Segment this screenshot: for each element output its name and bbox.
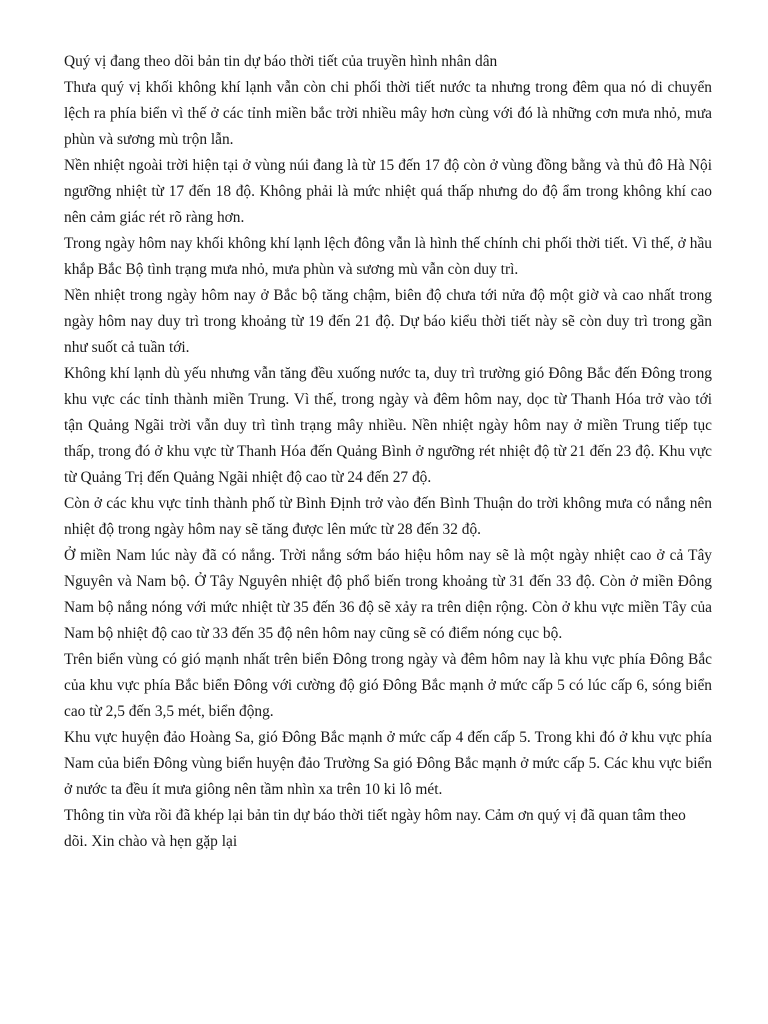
paragraph-islands: Khu vực huyện đảo Hoàng Sa, gió Đông Bắc mạnh ở mức cấp 4 đến cấp 5. Trong khi đó ở khu vực phía Nam của biển Đông vùng biển huyện đảo Trường Sa gió Đông Bắc mạnh ở mức cấp 5. Các khu vực biển ở nước ta đều ít mưa giông nên tầm nhìn xa trên 10 ki lô mét. [64, 729, 712, 798]
paragraph-central-region: Không khí lạnh dù yếu nhưng vẫn tăng đều xuống nước ta, duy trì trường gió Đông Bắc đến Đông trong khu vực các tỉnh thành miền Trung. Vì thế, trong ngày và đêm hôm nay, dọc từ Thanh Hóa trở vào tới tận Quảng Ngãi trời vẫn duy trì tình trạng mây nhiều. Nền nhiệt ngày hôm nay ở miền Trung tiếp tục thấp, trong đó ở khu vực từ Thanh Hóa đến Quảng Bình ở ngưỡng rét nhiệt độ từ 21 đến 23 độ. Khu vực từ Quảng Trị đến Quảng Ngãi nhiệt độ cao từ 24 đến 27 độ. [64, 365, 712, 486]
document-page [64, 49, 712, 855]
paragraph-sea-winds: Trên biển vùng có gió mạnh nhất trên biển Đông trong ngày và đêm hôm nay là khu vực phía Đông Bắc của khu vực phía Bắc biển Đông với cường độ gió Đông Bắc mạnh ở mức cấp 5 có lúc cấp 6, sóng biển cao từ 2,5 đến 3,5 mét, biển động. [64, 651, 712, 720]
paragraph-today-pattern: Trong ngày hôm nay khối không khí lạnh lệch đông vẫn là hình thế chính chi phối thời tiết. Vì thế, ở hầu khắp Bắc Bộ tình trạng mưa nhỏ, mưa phùn và sương mù vẫn còn duy trì. [64, 235, 712, 278]
paragraph-cold-air-overview: Thưa quý vị khối không khí lạnh vẫn còn chi phối thời tiết nước ta nhưng trong đêm qua nó di chuyển lệch ra phía biển vì thế ở các tỉnh miền bắc trời nhiều mây hơn cùng với đó là những cơn mưa nhỏ, mưa phùn và sương mù trộn lẫn. [64, 79, 712, 148]
paragraph-north-temperature: Nền nhiệt trong ngày hôm nay ở Bắc bộ tăng chậm, biên độ chưa tới nửa độ một giờ và cao nhất trong ngày hôm nay duy trì trong khoảng từ 19 đến 21 độ. Dự báo kiểu thời tiết này sẽ còn duy trì trong gần như suốt cả tuần tới. [64, 287, 712, 356]
paragraph-south-region: Ở miền Nam lúc này đã có nắng. Trời nắng sớm báo hiệu hôm nay sẽ là một ngày nhiệt cao ở cả Tây Nguyên và Nam bộ. Ở Tây Nguyên nhiệt độ phổ biến trong khoảng từ 31 đến 33 độ. Còn ở miền Đông Nam bộ nắng nóng với mức nhiệt từ 35 đến 36 độ sẽ xảy ra trên diện rộng. Còn ở khu vực miền Tây của Nam bộ nhiệt độ cao từ 33 đến 35 độ nên hôm nay cũng sẽ có điểm nóng cục bộ. [64, 547, 712, 642]
paragraph-south-central: Còn ở các khu vực tỉnh thành phố từ Bình Định trở vào đến Bình Thuận do trời không mưa có nắng nên nhiệt độ trong ngày hôm nay sẽ tăng được lên mức từ 28 đến 32 độ. [64, 495, 712, 538]
paragraph-current-temperature: Nền nhiệt ngoài trời hiện tại ở vùng núi đang là từ 15 đến 17 độ còn ở vùng đồng bằng và thủ đô Hà Nội ngưỡng nhiệt từ 17 đến 18 độ. Không phải là mức nhiệt quá thấp nhưng do độ ẩm trong không khí cao nên cảm giác rét rõ ràng hơn. [64, 157, 712, 226]
paragraph-closing: Thông tin vừa rồi đã khép lại bản tin dự báo thời tiết ngày hôm nay. Cảm ơn quý vị đã quan tâm theo dõi. Xin chào và hẹn gặp lại [64, 807, 686, 850]
paragraph-intro: Quý vị đang theo dõi bản tin dự báo thời tiết của truyền hình nhân dân [64, 53, 498, 70]
